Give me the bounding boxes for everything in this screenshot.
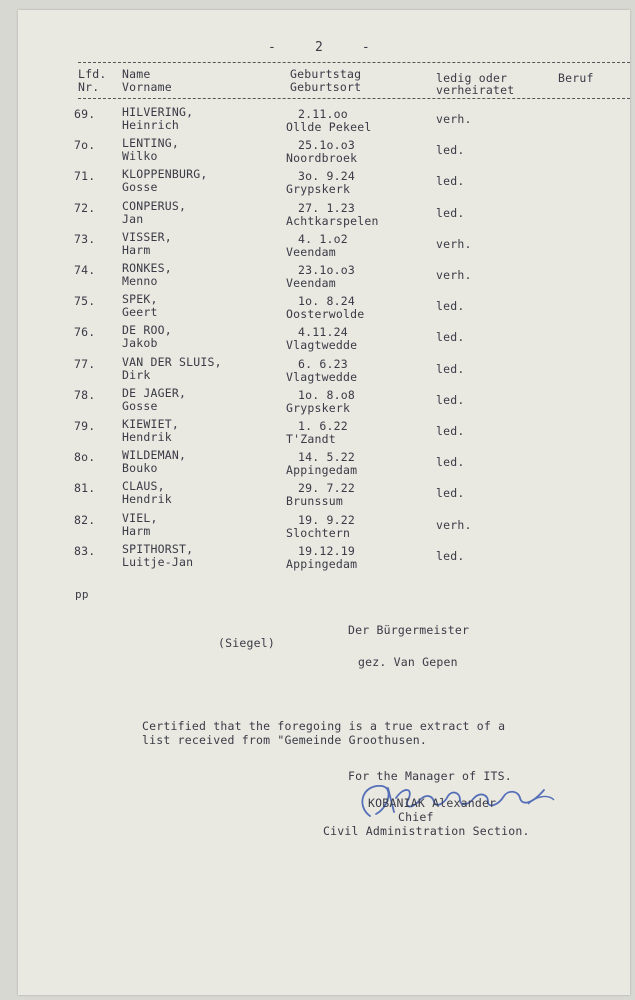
- row-first: Wilko: [122, 149, 158, 164]
- mayor-signed: gez. Van Gepen: [358, 655, 458, 669]
- mayor-title: Der Bürgermeister: [348, 623, 470, 637]
- row-nr: 71.: [74, 169, 96, 184]
- row-status: led.: [436, 174, 465, 189]
- row-nr: 76.: [74, 325, 96, 340]
- row-date: 6. 6.23: [298, 356, 348, 371]
- row-nr: 7o.: [74, 138, 96, 153]
- row-name: HILVERING,: [122, 105, 194, 119]
- table-row: [18, 324, 630, 354]
- signer-name: KOBANIAK Alexander: [368, 796, 497, 810]
- page-number: - 2 -: [268, 40, 370, 55]
- row-place: Noordbroek: [286, 151, 358, 166]
- row-status: led.: [436, 455, 465, 470]
- header-geburtstag: Geburtstag: [290, 67, 362, 81]
- certified-line-1: Certified that the foregoing is a true extract of a: [142, 719, 506, 733]
- row-first: Harm: [122, 523, 151, 538]
- row-name: VIEL,: [122, 510, 158, 525]
- table-row: [18, 449, 630, 479]
- header-vorname: Vorname: [122, 80, 172, 94]
- row-place: Ollde Pekeel: [286, 120, 372, 134]
- row-place: Veendam: [286, 276, 336, 290]
- row-place: Appingedam: [286, 463, 358, 478]
- row-date: 4. 1.o2: [298, 231, 348, 246]
- row-place: T'Zandt: [286, 432, 336, 446]
- row-name: KLOPPENBURG,: [122, 167, 208, 182]
- row-nr: 72.: [74, 200, 96, 215]
- row-status: verh.: [436, 112, 472, 126]
- row-nr: 83.: [74, 543, 96, 558]
- signer-section: Civil Administration Section.: [323, 824, 530, 838]
- row-nr: 73.: [74, 231, 96, 246]
- row-name: VAN DER SLUIS,: [122, 354, 222, 369]
- header-name: Name: [122, 67, 151, 81]
- row-status: led.: [436, 424, 465, 438]
- row-date: 14. 5.22: [298, 450, 355, 465]
- row-nr: 79.: [74, 419, 96, 433]
- table-row: [18, 262, 630, 292]
- row-date: 1o. 8.24: [298, 294, 355, 309]
- row-name: VISSER,: [122, 229, 172, 244]
- table-row: [18, 543, 630, 573]
- row-place: Veendam: [286, 244, 336, 259]
- row-date: 1. 6.22: [298, 419, 348, 433]
- signer-title: Chief: [398, 810, 434, 824]
- header-nr: Nr.: [78, 80, 100, 94]
- row-place: Slochtern: [286, 525, 351, 540]
- header-bottom-rule: [78, 98, 630, 99]
- table-row: [18, 293, 630, 323]
- header-geburtsort: Geburtsort: [290, 80, 362, 94]
- row-place: Grypskerk: [286, 400, 351, 415]
- row-date: 29. 7.22: [298, 481, 355, 496]
- header-verheiratet: verheiratet: [436, 83, 515, 97]
- row-status: led.: [436, 330, 465, 345]
- row-status: led.: [436, 299, 465, 314]
- row-name: LENTING,: [122, 136, 179, 151]
- row-place: Brunssum: [286, 494, 343, 509]
- header-ledig: ledig oder: [436, 71, 508, 85]
- row-name: CLAUS,: [122, 479, 165, 494]
- row-name: SPITHORST,: [122, 541, 194, 556]
- row-place: Oosterwolde: [286, 307, 365, 322]
- row-name: RONKES,: [122, 261, 172, 275]
- row-status: verh.: [436, 236, 472, 251]
- row-place: Vlagtwedde: [286, 369, 358, 384]
- row-place: Achtkarspelen: [286, 213, 379, 228]
- row-first: Geert: [122, 305, 158, 320]
- row-date: 19. 9.22: [298, 512, 355, 527]
- row-status: led.: [436, 392, 465, 407]
- row-name: KIEWIET,: [122, 417, 179, 431]
- table-row: [18, 106, 630, 136]
- row-first: Jan: [122, 211, 144, 226]
- row-place: Vlagtwedde: [286, 338, 358, 353]
- row-nr: 69.: [74, 107, 96, 121]
- table-row: [18, 512, 630, 542]
- row-date: 1o. 8.o8: [298, 387, 355, 402]
- row-first: Heinrich: [122, 118, 179, 132]
- row-first: Gosse: [122, 180, 158, 195]
- row-status: led.: [436, 205, 465, 220]
- header-top-rule: [78, 62, 630, 63]
- row-date: 23.1o.o3: [298, 263, 355, 277]
- table-row: [18, 480, 630, 510]
- table-row: [18, 387, 630, 417]
- row-first: Harm: [122, 242, 151, 257]
- row-nr: 81.: [74, 481, 96, 496]
- row-date: 25.1o.o3: [298, 138, 355, 153]
- row-nr: 8o.: [74, 450, 96, 465]
- row-place: Grypskerk: [286, 182, 351, 197]
- row-name: WILDEMAN,: [122, 448, 187, 463]
- row-first: Luitje-Jan: [122, 554, 194, 569]
- row-nr: 75.: [74, 294, 96, 309]
- row-name: SPEK,: [122, 292, 158, 307]
- header-beruf: Beruf: [558, 71, 594, 85]
- row-nr: 82.: [74, 512, 96, 527]
- row-date: 19.12.19: [298, 543, 355, 558]
- table-row: [18, 200, 630, 230]
- row-first: Jakob: [122, 336, 158, 351]
- row-first: Dirk: [122, 367, 151, 382]
- pp-mark: pp: [75, 588, 89, 601]
- row-date: 2.11.oo: [298, 107, 348, 121]
- for-manager: For the Manager of ITS.: [348, 769, 512, 783]
- row-first: Bouko: [122, 461, 158, 476]
- row-nr: 77.: [74, 356, 96, 371]
- table-row: [18, 418, 630, 448]
- row-place: Appingedam: [286, 556, 358, 571]
- row-status: led.: [436, 361, 465, 376]
- table-row: [18, 356, 630, 386]
- table-row: [18, 168, 630, 198]
- row-nr: 74.: [74, 263, 96, 277]
- row-status: led.: [436, 486, 465, 501]
- row-nr: 78.: [74, 387, 96, 402]
- row-date: 3o. 9.24: [298, 169, 355, 184]
- document-page: [18, 10, 630, 995]
- row-name: DE JAGER,: [122, 385, 187, 400]
- row-date: 27. 1.23: [298, 200, 355, 215]
- table-row: [18, 231, 630, 261]
- seal-label: (Siegel): [218, 636, 275, 650]
- row-status: led.: [436, 548, 465, 563]
- row-first: Menno: [122, 274, 158, 288]
- header-lfd: Lfd.: [78, 67, 107, 81]
- row-date: 4.11.24: [298, 325, 348, 340]
- row-first: Hendrik: [122, 430, 172, 444]
- row-first: Hendrik: [122, 492, 172, 507]
- row-name: DE ROO,: [122, 323, 172, 338]
- certified-line-2: list received from "Gemeinde Groothusen.: [142, 733, 427, 747]
- row-status: verh.: [436, 517, 472, 532]
- row-name: CONPERUS,: [122, 198, 187, 213]
- row-status: led.: [436, 143, 465, 158]
- row-status: verh.: [436, 268, 472, 282]
- table-row: [18, 137, 630, 167]
- row-first: Gosse: [122, 398, 158, 413]
